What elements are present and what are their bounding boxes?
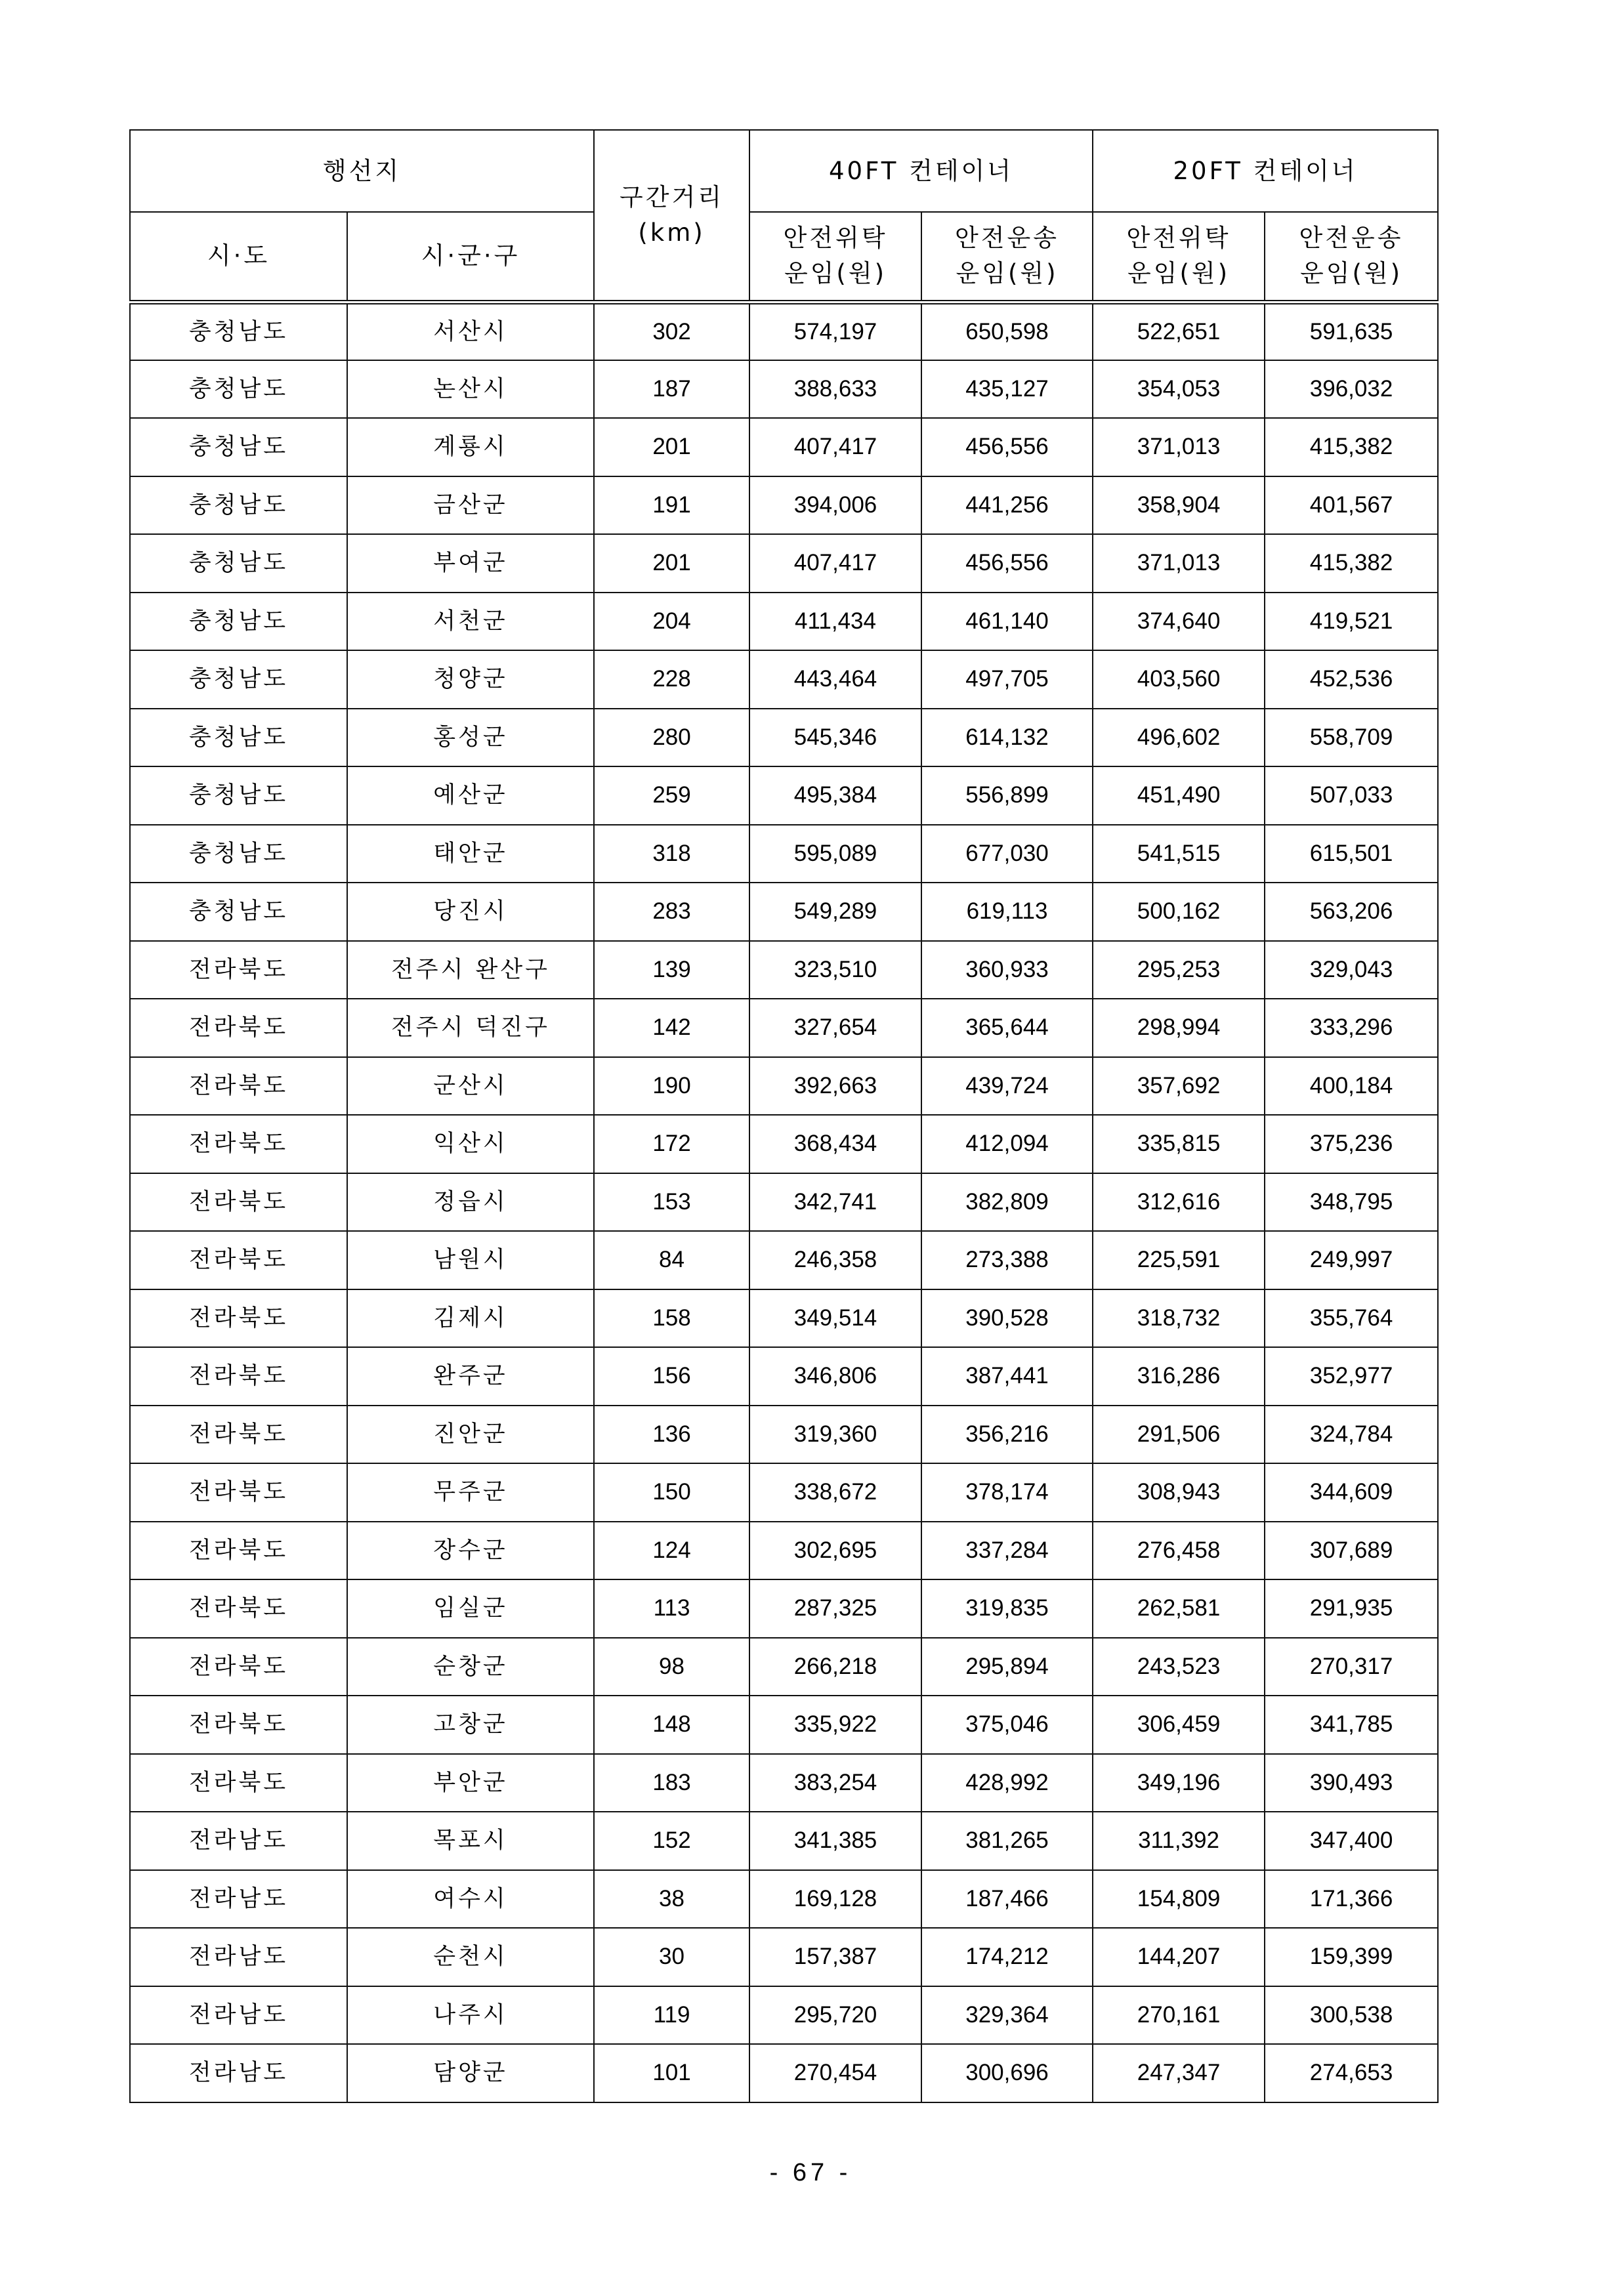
- cell-city-district: 태안군: [347, 825, 594, 883]
- table-row: [130, 1870, 1438, 1929]
- cell-40ft-transport-rate: 381,265: [921, 1812, 1093, 1870]
- subheader-line2: 운임(원): [956, 259, 1059, 288]
- cell-20ft-transport-rate: 324,784: [1265, 1406, 1438, 1464]
- table-row: [130, 1289, 1438, 1348]
- table-row: [130, 476, 1438, 535]
- table-row: [130, 360, 1438, 419]
- cell-40ft-transport-rate: 439,724: [921, 1057, 1093, 1116]
- subheader-line2: 운임(원): [1127, 259, 1231, 288]
- cell-province: 충청남도: [130, 593, 347, 651]
- header-40ft-transport-rate: [921, 212, 1093, 302]
- cell-40ft-consign-rate: 595,089: [749, 825, 921, 883]
- cell-40ft-transport-rate: 295,894: [921, 1638, 1093, 1696]
- cell-40ft-transport-rate: 619,113: [921, 883, 1093, 941]
- cell-40ft-transport-rate: 435,127: [921, 360, 1093, 419]
- cell-province: 충청남도: [130, 766, 347, 825]
- cell-distance: 191: [594, 476, 749, 535]
- cell-40ft-consign-rate: 295,720: [749, 1986, 921, 2045]
- cell-city-district: 금산군: [347, 476, 594, 535]
- cell-city-district: 군산시: [347, 1057, 594, 1116]
- cell-20ft-transport-rate: 375,236: [1265, 1115, 1438, 1173]
- cell-distance: 30: [594, 1928, 749, 1986]
- cell-province: 충청남도: [130, 709, 347, 767]
- header-row-bottom: [130, 212, 1438, 302]
- cell-20ft-consign-rate: 496,602: [1093, 709, 1265, 767]
- table-row: [130, 709, 1438, 767]
- table-header: [130, 130, 1438, 302]
- cell-20ft-transport-rate: 415,382: [1265, 418, 1438, 476]
- cell-distance: 302: [594, 302, 749, 360]
- cell-20ft-consign-rate: 318,732: [1093, 1289, 1265, 1348]
- subheader-line2: 운임(원): [1299, 259, 1403, 288]
- cell-city-district: 임실군: [347, 1579, 594, 1638]
- cell-distance: 201: [594, 418, 749, 476]
- cell-distance: 228: [594, 650, 749, 709]
- cell-20ft-consign-rate: 371,013: [1093, 534, 1265, 593]
- cell-20ft-consign-rate: 270,161: [1093, 1986, 1265, 2045]
- cell-40ft-transport-rate: 174,212: [921, 1928, 1093, 1986]
- cell-20ft-consign-rate: 262,581: [1093, 1579, 1265, 1638]
- cell-20ft-consign-rate: 522,651: [1093, 302, 1265, 360]
- table-row: [130, 1115, 1438, 1173]
- cell-40ft-transport-rate: 650,598: [921, 302, 1093, 360]
- cell-city-district: 목포시: [347, 1812, 594, 1870]
- table-row: [130, 1231, 1438, 1289]
- header-distance: [594, 130, 749, 302]
- cell-40ft-transport-rate: 614,132: [921, 709, 1093, 767]
- cell-city-district: 서천군: [347, 593, 594, 651]
- cell-20ft-consign-rate: 403,560: [1093, 650, 1265, 709]
- cell-40ft-consign-rate: 266,218: [749, 1638, 921, 1696]
- cell-40ft-consign-rate: 495,384: [749, 766, 921, 825]
- cell-20ft-consign-rate: 243,523: [1093, 1638, 1265, 1696]
- table-row: [130, 1463, 1438, 1522]
- cell-city-district: 담양군: [347, 2044, 594, 2102]
- cell-40ft-consign-rate: 169,128: [749, 1870, 921, 1929]
- cell-province: 전라남도: [130, 1986, 347, 2045]
- cell-20ft-transport-rate: 347,400: [1265, 1812, 1438, 1870]
- cell-20ft-transport-rate: 563,206: [1265, 883, 1438, 941]
- table-row: [130, 1522, 1438, 1580]
- cell-20ft-consign-rate: 291,506: [1093, 1406, 1265, 1464]
- cell-province: 전라남도: [130, 2044, 347, 2102]
- header-row-top: [130, 130, 1438, 212]
- cell-40ft-transport-rate: 329,364: [921, 1986, 1093, 2045]
- cell-40ft-consign-rate: 319,360: [749, 1406, 921, 1464]
- cell-province: 전라북도: [130, 1522, 347, 1580]
- cell-city-district: 부여군: [347, 534, 594, 593]
- cell-city-district: 순천시: [347, 1928, 594, 1986]
- cell-distance: 153: [594, 1173, 749, 1232]
- cell-distance: 283: [594, 883, 749, 941]
- cell-40ft-transport-rate: 337,284: [921, 1522, 1093, 1580]
- cell-20ft-transport-rate: 300,538: [1265, 1986, 1438, 2045]
- cell-province: 전라북도: [130, 1463, 347, 1522]
- cell-20ft-transport-rate: 355,764: [1265, 1289, 1438, 1348]
- table-row: [130, 1347, 1438, 1406]
- cell-province: 전라북도: [130, 1231, 347, 1289]
- cell-20ft-transport-rate: 390,493: [1265, 1754, 1438, 1812]
- cell-distance: 187: [594, 360, 749, 419]
- cell-20ft-consign-rate: 306,459: [1093, 1696, 1265, 1754]
- table-row: [130, 534, 1438, 593]
- cell-province: 전라북도: [130, 1289, 347, 1348]
- header-destination: 행선지: [130, 130, 594, 212]
- table-row: [130, 1057, 1438, 1116]
- table-row: [130, 1173, 1438, 1232]
- cell-distance: 101: [594, 2044, 749, 2102]
- cell-distance: 259: [594, 766, 749, 825]
- table-row: [130, 1754, 1438, 1812]
- cell-province: 전라북도: [130, 1638, 347, 1696]
- cell-40ft-consign-rate: 246,358: [749, 1231, 921, 1289]
- cell-20ft-transport-rate: 558,709: [1265, 709, 1438, 767]
- cell-20ft-consign-rate: 349,196: [1093, 1754, 1265, 1812]
- cell-city-district: 당진시: [347, 883, 594, 941]
- cell-city-district: 남원시: [347, 1231, 594, 1289]
- cell-province: 전라북도: [130, 1406, 347, 1464]
- cell-province: 전라북도: [130, 1579, 347, 1638]
- cell-40ft-consign-rate: 549,289: [749, 883, 921, 941]
- table-row: [130, 1406, 1438, 1464]
- cell-distance: 280: [594, 709, 749, 767]
- cell-20ft-transport-rate: 396,032: [1265, 360, 1438, 419]
- subheader-line1: 안전운송: [1299, 224, 1404, 253]
- cell-distance: 98: [594, 1638, 749, 1696]
- header-province: 시·도: [130, 212, 347, 302]
- cell-20ft-transport-rate: 507,033: [1265, 766, 1438, 825]
- header-20ft-container: 20FT 컨테이너: [1093, 130, 1438, 212]
- table-row: [130, 883, 1438, 941]
- cell-20ft-transport-rate: 307,689: [1265, 1522, 1438, 1580]
- cell-20ft-consign-rate: 144,207: [1093, 1928, 1265, 1986]
- table-row: [130, 1986, 1438, 2045]
- cell-distance: 172: [594, 1115, 749, 1173]
- cell-distance: 136: [594, 1406, 749, 1464]
- cell-40ft-consign-rate: 346,806: [749, 1347, 921, 1406]
- table-row: [130, 999, 1438, 1057]
- cell-city-district: 진안군: [347, 1406, 594, 1464]
- cell-20ft-transport-rate: 591,635: [1265, 302, 1438, 360]
- table-row: [130, 302, 1438, 360]
- cell-province: 충청남도: [130, 302, 347, 360]
- cell-20ft-transport-rate: 344,609: [1265, 1463, 1438, 1522]
- cell-20ft-consign-rate: 335,815: [1093, 1115, 1265, 1173]
- cell-40ft-consign-rate: 407,417: [749, 418, 921, 476]
- cell-40ft-transport-rate: 677,030: [921, 825, 1093, 883]
- cell-distance: 158: [594, 1289, 749, 1348]
- cell-40ft-consign-rate: 157,387: [749, 1928, 921, 1986]
- cell-20ft-transport-rate: 615,501: [1265, 825, 1438, 883]
- header-city-district: 시·군·구: [347, 212, 594, 302]
- cell-20ft-transport-rate: 333,296: [1265, 999, 1438, 1057]
- cell-20ft-consign-rate: 541,515: [1093, 825, 1265, 883]
- cell-province: 충청남도: [130, 418, 347, 476]
- cell-40ft-consign-rate: 407,417: [749, 534, 921, 593]
- table-row: [130, 1928, 1438, 1986]
- cell-city-district: 김제시: [347, 1289, 594, 1348]
- cell-province: 전라북도: [130, 941, 347, 999]
- table-row: [130, 1812, 1438, 1870]
- cell-40ft-consign-rate: 383,254: [749, 1754, 921, 1812]
- cell-40ft-consign-rate: 338,672: [749, 1463, 921, 1522]
- header-20ft-transport-rate: [1265, 212, 1438, 302]
- cell-city-district: 완주군: [347, 1347, 594, 1406]
- table-row: [130, 593, 1438, 651]
- cell-city-district: 정읍시: [347, 1173, 594, 1232]
- cell-city-district: 고창군: [347, 1696, 594, 1754]
- cell-province: 전라남도: [130, 1870, 347, 1929]
- cell-city-district: 전주시 덕진구: [347, 999, 594, 1057]
- cell-40ft-consign-rate: 368,434: [749, 1115, 921, 1173]
- cell-20ft-transport-rate: 401,567: [1265, 476, 1438, 535]
- cell-20ft-consign-rate: 308,943: [1093, 1463, 1265, 1522]
- cell-distance: 183: [594, 1754, 749, 1812]
- cell-province: 충청남도: [130, 360, 347, 419]
- cell-20ft-transport-rate: 415,382: [1265, 534, 1438, 593]
- cell-distance: 318: [594, 825, 749, 883]
- cell-province: 전라북도: [130, 1347, 347, 1406]
- cell-province: 전라북도: [130, 999, 347, 1057]
- cell-40ft-consign-rate: 323,510: [749, 941, 921, 999]
- cell-40ft-transport-rate: 378,174: [921, 1463, 1093, 1522]
- cell-city-district: 전주시 완산구: [347, 941, 594, 999]
- cell-40ft-consign-rate: 392,663: [749, 1057, 921, 1116]
- cell-20ft-consign-rate: 298,994: [1093, 999, 1265, 1057]
- subheader-line2: 운임(원): [784, 259, 887, 288]
- cell-distance: 84: [594, 1231, 749, 1289]
- cell-city-district: 익산시: [347, 1115, 594, 1173]
- cell-20ft-transport-rate: 159,399: [1265, 1928, 1438, 1986]
- cell-city-district: 계룡시: [347, 418, 594, 476]
- table-row: [130, 650, 1438, 709]
- cell-province: 충청남도: [130, 476, 347, 535]
- cell-20ft-consign-rate: 354,053: [1093, 360, 1265, 419]
- cell-20ft-consign-rate: 311,392: [1093, 1812, 1265, 1870]
- cell-40ft-transport-rate: 360,933: [921, 941, 1093, 999]
- cell-20ft-consign-rate: 295,253: [1093, 941, 1265, 999]
- cell-40ft-transport-rate: 382,809: [921, 1173, 1093, 1232]
- cell-20ft-transport-rate: 348,795: [1265, 1173, 1438, 1232]
- page-number: - 67 -: [769, 2159, 852, 2186]
- cell-distance: 113: [594, 1579, 749, 1638]
- cell-40ft-transport-rate: 412,094: [921, 1115, 1093, 1173]
- subheader-line1: 안전위탁: [783, 224, 888, 253]
- cell-city-district: 서산시: [347, 302, 594, 360]
- cell-city-district: 장수군: [347, 1522, 594, 1580]
- cell-city-district: 예산군: [347, 766, 594, 825]
- cell-40ft-consign-rate: 443,464: [749, 650, 921, 709]
- cell-40ft-consign-rate: 574,197: [749, 302, 921, 360]
- cell-20ft-transport-rate: 249,997: [1265, 1231, 1438, 1289]
- table-row: [130, 941, 1438, 999]
- cell-20ft-transport-rate: 171,366: [1265, 1870, 1438, 1929]
- cell-20ft-consign-rate: 371,013: [1093, 418, 1265, 476]
- cell-distance: 190: [594, 1057, 749, 1116]
- cell-city-district: 무주군: [347, 1463, 594, 1522]
- cell-20ft-transport-rate: 291,935: [1265, 1579, 1438, 1638]
- cell-40ft-transport-rate: 441,256: [921, 476, 1093, 535]
- cell-20ft-transport-rate: 419,521: [1265, 593, 1438, 651]
- cell-distance: 148: [594, 1696, 749, 1754]
- table-row: [130, 1696, 1438, 1754]
- cell-province: 충청남도: [130, 534, 347, 593]
- header-40ft-container: 40FT 컨테이너: [749, 130, 1093, 212]
- cell-province: 전라북도: [130, 1696, 347, 1754]
- cell-40ft-transport-rate: 273,388: [921, 1231, 1093, 1289]
- cell-40ft-transport-rate: 461,140: [921, 593, 1093, 651]
- cell-city-district: 순창군: [347, 1638, 594, 1696]
- cell-province: 전라북도: [130, 1115, 347, 1173]
- cell-20ft-consign-rate: 357,692: [1093, 1057, 1265, 1116]
- cell-20ft-transport-rate: 400,184: [1265, 1057, 1438, 1116]
- cell-20ft-consign-rate: 451,490: [1093, 766, 1265, 825]
- cell-20ft-transport-rate: 341,785: [1265, 1696, 1438, 1754]
- cell-20ft-consign-rate: 247,347: [1093, 2044, 1265, 2102]
- cell-20ft-consign-rate: 374,640: [1093, 593, 1265, 651]
- cell-distance: 124: [594, 1522, 749, 1580]
- cell-40ft-consign-rate: 327,654: [749, 999, 921, 1057]
- cell-20ft-consign-rate: 225,591: [1093, 1231, 1265, 1289]
- cell-20ft-transport-rate: 274,653: [1265, 2044, 1438, 2102]
- cell-40ft-consign-rate: 394,006: [749, 476, 921, 535]
- cell-40ft-consign-rate: 287,325: [749, 1579, 921, 1638]
- cell-40ft-consign-rate: 342,741: [749, 1173, 921, 1232]
- cell-distance: 204: [594, 593, 749, 651]
- cell-20ft-consign-rate: 358,904: [1093, 476, 1265, 535]
- cell-40ft-consign-rate: 411,434: [749, 593, 921, 651]
- cell-distance: 152: [594, 1812, 749, 1870]
- cell-40ft-transport-rate: 556,899: [921, 766, 1093, 825]
- table-row: [130, 418, 1438, 476]
- cell-40ft-transport-rate: 300,696: [921, 2044, 1093, 2102]
- cell-20ft-transport-rate: 270,317: [1265, 1638, 1438, 1696]
- cell-20ft-consign-rate: 276,458: [1093, 1522, 1265, 1580]
- cell-distance: 150: [594, 1463, 749, 1522]
- cell-city-district: 청양군: [347, 650, 594, 709]
- cell-province: 충청남도: [130, 883, 347, 941]
- cell-40ft-transport-rate: 428,992: [921, 1754, 1093, 1812]
- cell-city-district: 나주시: [347, 1986, 594, 2045]
- cell-20ft-transport-rate: 352,977: [1265, 1347, 1438, 1406]
- cell-40ft-transport-rate: 319,835: [921, 1579, 1093, 1638]
- cell-province: 전라남도: [130, 1812, 347, 1870]
- subheader-line1: 안전위탁: [1126, 224, 1231, 253]
- cell-distance: 38: [594, 1870, 749, 1929]
- cell-distance: 119: [594, 1986, 749, 2045]
- table-row: [130, 1638, 1438, 1696]
- cell-province: 전라북도: [130, 1173, 347, 1232]
- cell-20ft-transport-rate: 452,536: [1265, 650, 1438, 709]
- cell-40ft-transport-rate: 387,441: [921, 1347, 1093, 1406]
- cell-province: 전라북도: [130, 1057, 347, 1116]
- header-20ft-consign-rate: [1093, 212, 1265, 302]
- cell-city-district: 홍성군: [347, 709, 594, 767]
- cell-province: 충청남도: [130, 825, 347, 883]
- cell-20ft-consign-rate: 500,162: [1093, 883, 1265, 941]
- cell-40ft-transport-rate: 187,466: [921, 1870, 1093, 1929]
- header-distance-unit: (km): [638, 218, 705, 247]
- cell-40ft-transport-rate: 456,556: [921, 418, 1093, 476]
- cell-city-district: 논산시: [347, 360, 594, 419]
- cell-province: 충청남도: [130, 650, 347, 709]
- cell-40ft-consign-rate: 302,695: [749, 1522, 921, 1580]
- cell-20ft-consign-rate: 154,809: [1093, 1870, 1265, 1929]
- cell-province: 전라북도: [130, 1754, 347, 1812]
- cell-city-district: 여수시: [347, 1870, 594, 1929]
- header-distance-label: 구간거리: [620, 182, 724, 211]
- cell-province: 전라남도: [130, 1928, 347, 1986]
- cell-40ft-transport-rate: 456,556: [921, 534, 1093, 593]
- cell-40ft-transport-rate: 497,705: [921, 650, 1093, 709]
- cell-distance: 142: [594, 999, 749, 1057]
- cell-40ft-transport-rate: 390,528: [921, 1289, 1093, 1348]
- cell-distance: 201: [594, 534, 749, 593]
- freight-rate-table: [129, 129, 1439, 2103]
- cell-40ft-consign-rate: 388,633: [749, 360, 921, 419]
- cell-40ft-transport-rate: 365,644: [921, 999, 1093, 1057]
- subheader-line1: 안전운송: [955, 224, 1059, 253]
- cell-40ft-transport-rate: 375,046: [921, 1696, 1093, 1754]
- table-row: [130, 766, 1438, 825]
- cell-distance: 156: [594, 1347, 749, 1406]
- cell-20ft-consign-rate: 316,286: [1093, 1347, 1265, 1406]
- cell-20ft-transport-rate: 329,043: [1265, 941, 1438, 999]
- cell-40ft-consign-rate: 335,922: [749, 1696, 921, 1754]
- cell-20ft-consign-rate: 312,616: [1093, 1173, 1265, 1232]
- cell-40ft-consign-rate: 270,454: [749, 2044, 921, 2102]
- header-40ft-consign-rate: [749, 212, 921, 302]
- table-row: [130, 1579, 1438, 1638]
- cell-40ft-consign-rate: 349,514: [749, 1289, 921, 1348]
- cell-40ft-consign-rate: 341,385: [749, 1812, 921, 1870]
- cell-distance: 139: [594, 941, 749, 999]
- cell-city-district: 부안군: [347, 1754, 594, 1812]
- table-row: [130, 2044, 1438, 2102]
- cell-40ft-consign-rate: 545,346: [749, 709, 921, 767]
- table-body: [130, 302, 1438, 2102]
- cell-40ft-transport-rate: 356,216: [921, 1406, 1093, 1464]
- table-row: [130, 825, 1438, 883]
